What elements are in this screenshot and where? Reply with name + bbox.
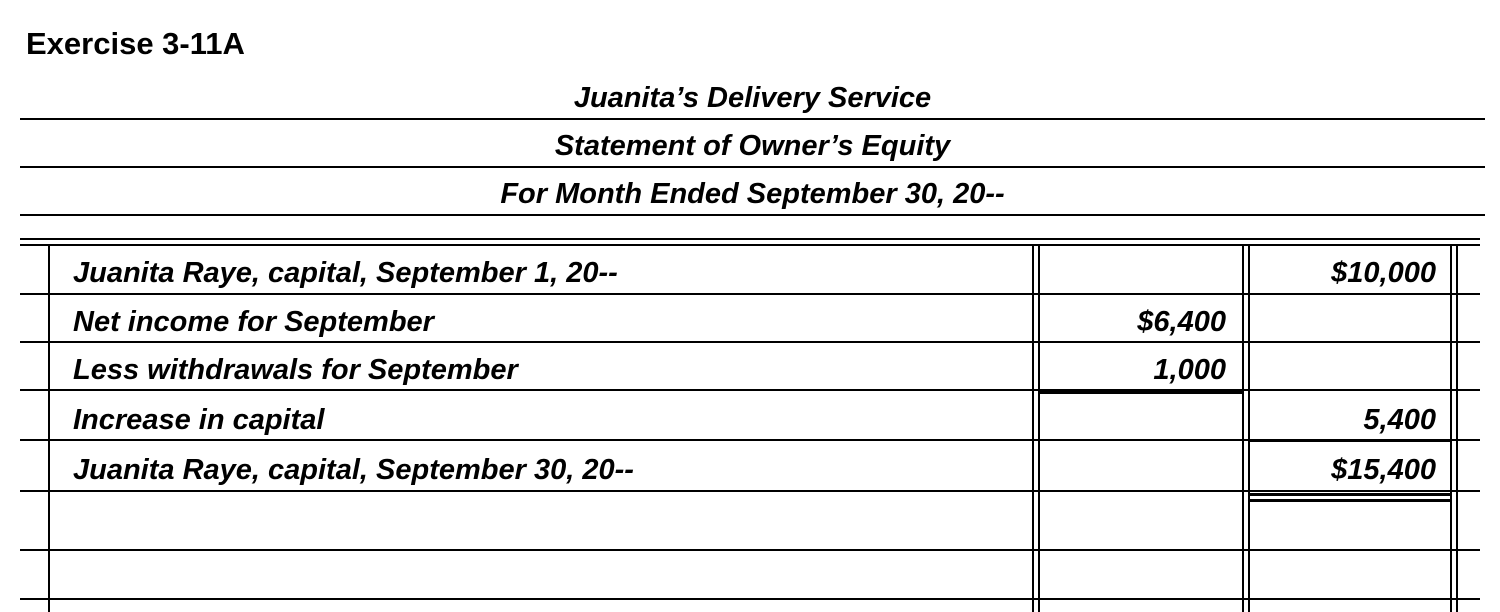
exercise-title: Exercise 3-11A	[26, 26, 245, 61]
row-amount-col2	[1250, 346, 1436, 394]
heading-rule	[20, 118, 1485, 120]
row-description: Juanita Raye, capital, September 30, 20--	[73, 454, 634, 486]
row-description: Juanita Raye, capital, September 1, 20--	[73, 257, 618, 289]
heading-rule	[20, 166, 1485, 168]
column-rule	[1032, 246, 1034, 612]
row-amount-col1	[1040, 498, 1226, 546]
row-amount-col1	[1040, 446, 1226, 494]
row-amount-col1	[1040, 249, 1226, 297]
row-amount-col2	[1250, 498, 1436, 546]
row-amount-col2: $15,400	[1331, 454, 1436, 486]
row-amount-col2	[1250, 298, 1436, 346]
row-description: Increase in capital	[73, 404, 325, 436]
row-amount-col2	[1250, 551, 1436, 599]
company-name: Juanita’s Delivery Service	[573, 81, 932, 114]
table-top-border	[20, 244, 1480, 246]
row-amount-col1	[1040, 551, 1226, 599]
row-description: Net income for September	[73, 306, 434, 338]
column-rule	[1450, 246, 1452, 612]
column-rule	[48, 246, 50, 612]
row-amount-col1	[1040, 396, 1226, 444]
row-amount-col1: $6,400	[1137, 306, 1226, 338]
row-amount-col2: 5,400	[1363, 404, 1436, 436]
statement-period: For Month Ended September 30, 20--	[500, 177, 1005, 210]
row-amount-col1: 1,000	[1153, 354, 1226, 386]
table-top-border	[20, 238, 1480, 240]
row-description: Less withdrawals for September	[73, 354, 518, 386]
heading-rule	[20, 214, 1485, 216]
column-rule	[1242, 246, 1244, 612]
column-rule	[1456, 246, 1458, 612]
row-amount-col2: $10,000	[1331, 257, 1436, 289]
statement-title: Statement of Owner’s Equity	[554, 129, 951, 162]
